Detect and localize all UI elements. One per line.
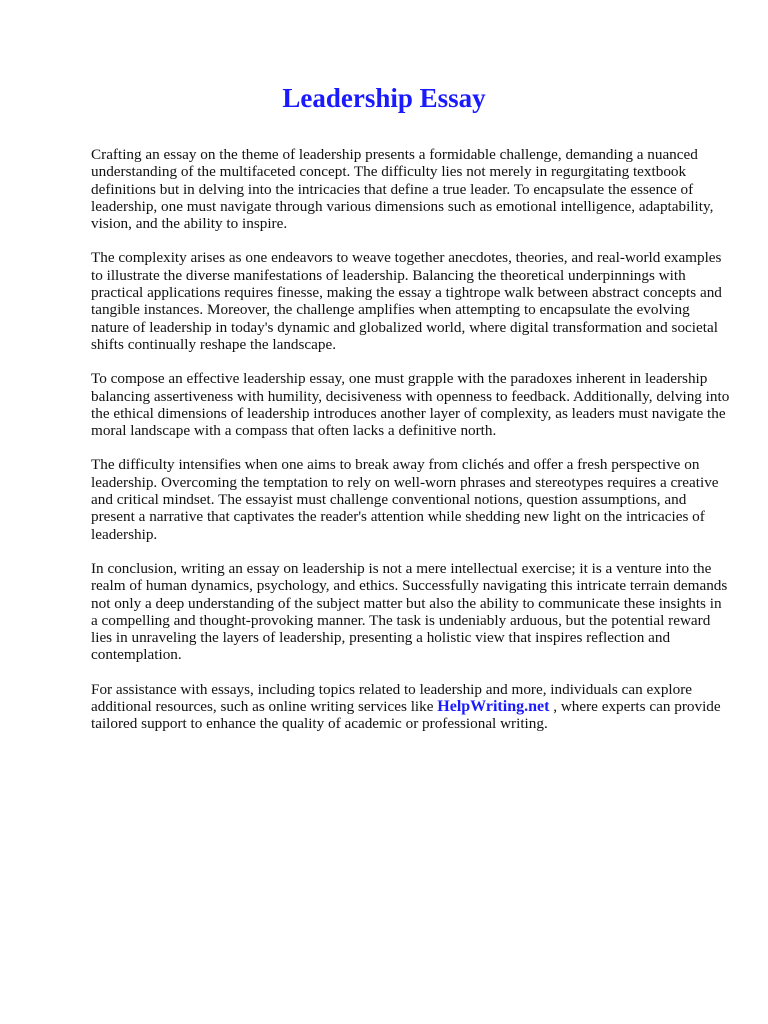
paragraph-3: To compose an effective leadership essay, one must grapple with the paradoxes inherent in leadership balancing assertiveness with humility, decisiveness with openness to feedback. Additionally, delving into the ethical dimensions of leadership introduces another layer of complexity, as leaders must navigate the moral landscape with a compass that often lacks a definitive north. bbox=[91, 370, 730, 440]
document-title: Leadership Essay bbox=[282, 83, 486, 113]
closing-text-before-link: For assistance with essays, including topics related to leadership and more, individuals can explore additional resources, such as online writing services like bbox=[91, 680, 693, 716]
paragraph-2: The complexity arises as one endeavors to weave together anecdotes, theories, and real-world examples to illustrate the diverse manifestations of leadership. Balancing the theoretical underpinnings with practical applications requires finesse, making the essay a tightrope walk between abstract concepts and tangible instances. Moreover, the challenge amplifies when attempting to encapsulate the evolving nature of leadership in today's dynamic and globalized world, where digital transformation and societal shifts continually reshape the landscape. bbox=[91, 249, 722, 353]
paragraph-5: In conclusion, writing an essay on leadership is not a mere intellectual exercise; it is a venture into the realm of human dynamics, psychology, and ethics. Successfully navigating this intricate terrain demands not only a deep understanding of the subject matter but also the ability to communicate these insights in a compelling and thought-provoking manner. The task is undeniably arduous, but the potential reward lies in unraveling the layers of leadership, presenting a holistic view that inspires reflection and contemplation. bbox=[91, 559, 728, 664]
closing-text-after-link: , where experts can provide tailored support to enhance the quality of academic or professional writing. bbox=[91, 698, 721, 733]
closing-paragraph bbox=[91, 681, 731, 733]
paragraph-4: The difficulty intensifies when one aims to break away from clichés and offer a fresh perspective on leadership. Overcoming the temptation to rely on well-worn phrases and stereotypes requires a creative and critical mindset. The essayist must challenge conventional notions, question assumptions, and present a narrative that captivates the reader's attention while shedding new light on the intricacies of leadership. bbox=[91, 456, 719, 543]
document-body bbox=[91, 146, 731, 750]
helpwriting-link[interactable]: HelpWriting.net bbox=[437, 698, 550, 716]
paragraph-1: Crafting an essay on the theme of leadership presents a formidable challenge, demanding a nuanced understanding of the multifaceted concept. The difficulty lies not merely in regurgitating textbook definitions but in delving into the intricacies that define a true leader. To encapsulate the essence of leadership, one must navigate through various dimensions such as emotional intelligence, adaptability, vision, and the ability to inspire. bbox=[91, 146, 714, 233]
